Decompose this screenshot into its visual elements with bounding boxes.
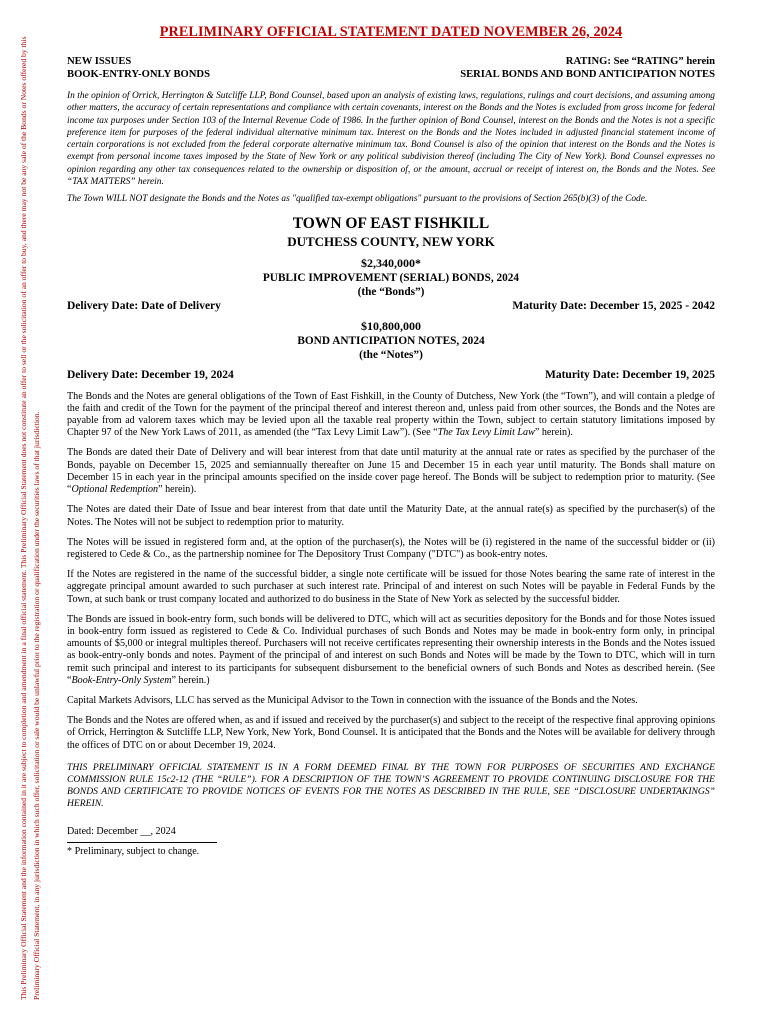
issuer-name: TOWN OF EAST FISHKILL [292,214,490,232]
bonds-maturity-date: Maturity Date: December 15, 2025 - 2042 [512,299,715,312]
preliminary-footnote: * Preliminary, subject to change. [67,845,200,857]
notes-amount: $10,800,000 [361,318,421,333]
bonds-short-name: (the “Bonds”) [357,285,425,298]
bonds-title: PUBLIC IMPROVEMENT (SERIAL) BONDS, 2024 [262,271,520,284]
general-obligation-paragraph: The Bonds and the Notes are general obligations of the Town of East Fishkill, in the County of Dutchess, New York (the “Town”), and will contain a pledge of the faith and credit of the Town for the payment of the principal thereof and interest thereon and, unless paid from other sources, the Bonds and the Notes are payable from ad valorem taxes which may be levied upon all the taxable real property within the Town, subject to certain statutory limitations imposed by Chapter 97 of the New York Laws of 2011, as amended (the “Tax Levy Limit Law”). (See “The Tax Levy Limit Law” herein). [67,390,715,439]
header-row-1 [67,55,715,68]
offering-paragraph: The Bonds and the Notes are offered when, as and if issued and received by the purchaser(s) and subject to the receipt of the respective final approving opinions of Orrick, Herrington & Sutcliffe LLP, New York, New York, Bond Counsel. It is anticipated that the Bonds and the Notes will be available for delivery through the offices of DTC on or about December 19, 2024. [67,715,715,751]
qualified-obligations-paragraph: The Town WILL NOT designate the Bonds and the Notes as "qualified tax-exempt obligations" pursuant to the provisions of Section 265(b)(3) of the Code. [67,194,648,205]
footnote-rule [67,842,217,843]
notes-title: BOND ANTICIPATION NOTES, 2024 [297,334,485,347]
document-page [67,24,715,858]
notes-bidder-paragraph: If the Notes are registered in the name of the successful bidder, a single note certificate will be issued for those Notes bearing the same rate of interest in the aggregate principal amount awarded to such purchaser at such interest rate. Principal of and interest on such Notes will be payable in Federal Funds by the Town, at such bank or trust company located and authorized to do business in the State of New York as selected by the successful bidder. [67,569,715,605]
notes-maturity-date: Maturity Date: December 19, 2025 [545,368,715,381]
notes-registration-paragraph: The Notes will be issued in registered form and, at the option of the purchaser(s), the Notes will be (i) registered in the name of the successful bidder or (ii) registered to Cede & Co., as the partnership nominee for The Depository Trust Company ("DTC") as book-entry notes. [67,536,715,560]
issue-type-label: SERIAL BONDS AND BOND ANTICIPATION NOTES [460,69,715,80]
issuer-county: DUTCHESS COUNTY, NEW YORK [287,233,495,249]
book-entry-paragraph: The Bonds are issued in book-entry form, such bonds will be delivered to DTC, which will act as securities depository for the Bonds and for those Notes issued in book-entry form issued as registered to Cede & Co. Individual purchases of such Bonds and Notes may be made in book-entry form only, in principal amounts of $5,000 or integral multiples thereof. Purchasers will not receive certificates representing their ownership interests in the Bonds and the Notes issued as book-entry-only bonds and notes. Payment of the principal of and interest on such Bonds and Notes will be made by the Town to DTC, which will in turn remit such principal and interest to its participants for subsequent disbursement to the beneficial owners of such Bonds and Notes as described herein. (See “Book-Entry-Only System” herein.) [67,613,715,686]
new-issues-label: NEW ISSUES [67,56,132,67]
sidebar-disclaimer-text: This Preliminary Official Statement and the information contained in it are subject to completion and amendment in a final official statement. This Preliminary Official Statement does not constitute an offer to sell or the solicitation of an offer to buy, and there may not be any sale of the Bonds or Notes offered by this Preliminary Official Statement, in any jurisdiction in which such offer, solicitation or sale would be unlawful prior to the registration or qualification under the securities laws of that jurisdiction. [19,36,41,1000]
dated-line: Dated: December __, 2024 [67,825,176,837]
notes-terms-paragraph: The Notes are dated their Date of Issue and bear interest from that date until the Maturity Date, at the annual rate(s) as specified by the purchaser(s) of the Notes. The Notes will not be subject to redemption prior to maturity. [67,504,715,528]
bonds-delivery-date: Delivery Date: Date of Delivery [67,299,221,312]
bonds-dates-row [67,299,715,314]
municipal-advisor-paragraph: Capital Markets Advisors, LLC has served as the Municipal Advisor to the Town in connection with the issuance of the Bonds and the Notes. [67,694,638,706]
rating-label: RATING: See “RATING” herein [565,56,715,67]
preliminary-banner: PRELIMINARY OFFICIAL STATEMENT DATED NOVEMBER 26, 2024 [159,24,623,40]
bonds-terms-paragraph: The Bonds are dated their Date of Delivery and will bear interest from that date until maturity at the annual rate or rates as specified by the purchaser of the Bonds, payable on December 15, 2025 and semiannually thereafter on June 15 and December 15 in each year until maturity. The Bonds shall mature on December 15 in each year in the principal amounts specified on the inside cover page hereof. The Bonds will be subject to redemption prior to maturity. (See “Optional Redemption” herein). [67,447,715,496]
deemed-final-paragraph: THIS PRELIMINARY OFFICIAL STATEMENT IS IN A FORM DEEMED FINAL BY THE TOWN FOR PURPOSES OF SECURITIES AND EXCHANGE COMMISSION RULE 15c2-12 (THE “RULE”). FOR A DESCRIPTION OF THE TOWN’S AGREEMENT TO PROVIDE CONTINUING DISCLOSURE FOR THE BONDS AND CERTIFICATE TO PROVIDE NOTICES OF EVENTS FOR THE NOTES AS DESCRIBED IN THE RULE, SEE “DISCLOSURE UNDERTAKINGS” HEREIN. [67,761,715,810]
tax-opinion-paragraph: In the opinion of Orrick, Herrington & Sutcliffe LLP, Bond Counsel, based upon an analysis of existing laws, regulations, rulings and court decisions, and assuming among other matters, the accuracy of certain representations and compliance with certain covenants, interest on the Bonds and the Notes is excluded from gross income for federal income tax purposes under Section 103 of the Internal Revenue Code of 1986. In the further opinion of Bond Counsel, interest on the Bonds and the Notes is not a specific preference item for purposes of the federal individual alternative minimum tax. Interest on the Bonds and the Notes included in adjusted financial statement income of certain corporations is not excluded from the federal corporate alternative minimum tax. Bond Counsel is also of the opinion that interest on the Bonds and the Notes is exempt from personal income taxes imposed by the State of New York or any political subdivision thereof (including The City of New York). Bond Counsel expresses no opinion regarding any other tax consequences related to the ownership or disposition of, or the amount, accrual or receipt of interest on, the Bonds and the Notes. See “TAX MATTERS” herein. [67,91,715,188]
notes-delivery-date: Delivery Date: December 19, 2024 [67,368,234,381]
book-entry-label: BOOK-ENTRY-ONLY BONDS [67,69,210,80]
bonds-amount: $2,340,000* [361,255,421,270]
sidebar-disclaimer [14,0,64,1000]
notes-short-name: (the “Notes”) [359,348,423,361]
notes-dates-row [67,368,715,383]
header-row-2 [67,68,715,81]
